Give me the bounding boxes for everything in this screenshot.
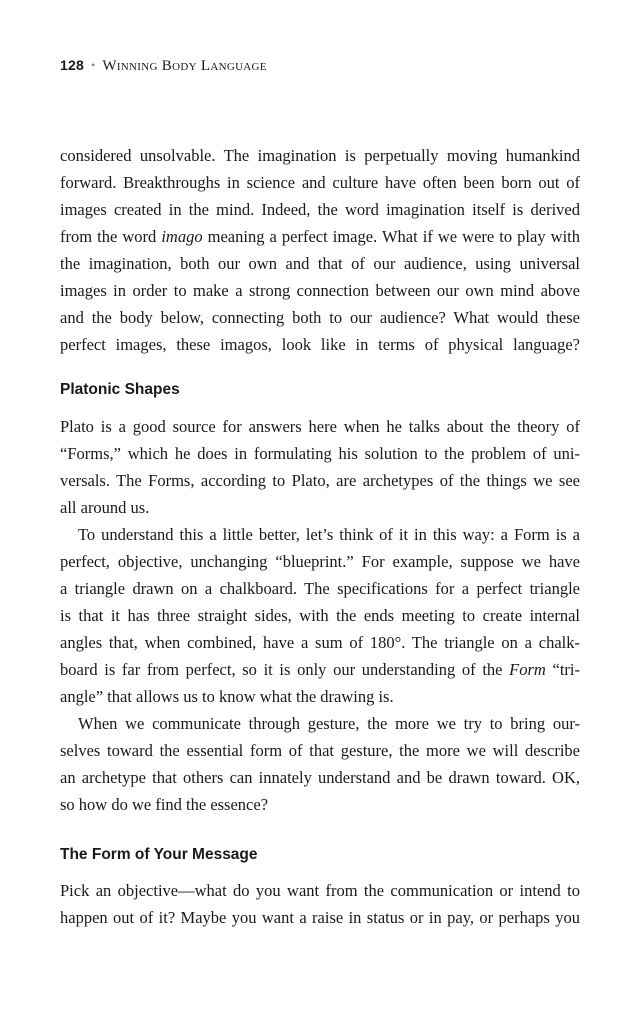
running-head [60, 57, 267, 75]
text-line: versals. The Forms, according to Plato, are archetypes of the things we see [60, 471, 580, 490]
text-line: selves toward the essential form of that gesture, the more we will describe [60, 741, 580, 760]
text-line: images in order to make a strong connection between our own mind above [60, 281, 580, 300]
paragraph-continued [60, 142, 580, 358]
text-line: perfect, objective, unchanging “blueprint.” For example, suppose we have [60, 552, 580, 571]
text-line: angles that, when combined, have a sum of 180°. The triangle on a chalk- [60, 633, 580, 652]
text-line: all around us. [60, 498, 150, 517]
paragraph [60, 521, 580, 710]
paragraph [60, 710, 580, 818]
text-run: from the word [60, 227, 162, 246]
text-line: and the body below, connecting both to our audience? What would these [60, 308, 580, 327]
text-line: Plato is a good source for answers here when he talks about the theory of [60, 417, 580, 436]
text-line: “Forms,” which he does in formulating his solution to the problem of uni- [60, 444, 580, 463]
text-line: so how do we find the essence? [60, 795, 269, 814]
text-line: angle” that allows us to know what the drawing is. [60, 687, 394, 706]
text-line: considered unsolvable. The imagination is perpetually moving humankind [60, 146, 580, 165]
text-line: a triangle drawn on a chalkboard. The specifications for a perfect triangle [60, 579, 580, 598]
section-heading-platonic-shapes: Platonic Shapes [60, 381, 180, 398]
text-line: the imagination, both our own and that of our audience, using universal [60, 254, 580, 273]
book-title: Winning Body Language [102, 58, 267, 74]
text-line: Pick an objective—what do you want from the communication or intend to [60, 881, 580, 900]
text-line: To understand this a little better, let’s think of it in this way: a Form is a [78, 525, 580, 544]
paragraph [60, 413, 580, 521]
text-run: board is far from perfect, so it is only our understanding of the [60, 660, 510, 679]
text-line [60, 656, 580, 683]
page-number: 128 [60, 57, 84, 73]
text-run: “tri- [545, 660, 580, 679]
text-line: forward. Breakthroughs in science and culture have often been born out of [60, 173, 580, 192]
text-run: meaning a perfect image. What if we were to play with [202, 227, 580, 246]
paragraph [60, 877, 580, 931]
text-line [60, 223, 580, 250]
text-line: images created in the mind. Indeed, the word imagination itself is derived [60, 200, 580, 219]
text-line: When we communicate through gesture, the more we try to bring our- [78, 714, 580, 733]
section-heading-form-of-message: The Form of Your Message [60, 846, 258, 863]
italic-term-form: Form [509, 660, 546, 679]
italic-term-imago: imago [161, 227, 203, 246]
header-separator: • [90, 58, 96, 72]
text-line: happen out of it? Maybe you want a raise in status or in pay, or perhaps you [60, 908, 580, 927]
text-line: an archetype that others can innately understand and be drawn toward. OK, [60, 768, 580, 787]
text-line: perfect images, these imagos, look like in terms of physical language? [60, 335, 580, 354]
text-line: is that it has three straight sides, with the ends meeting to create internal [60, 606, 580, 625]
